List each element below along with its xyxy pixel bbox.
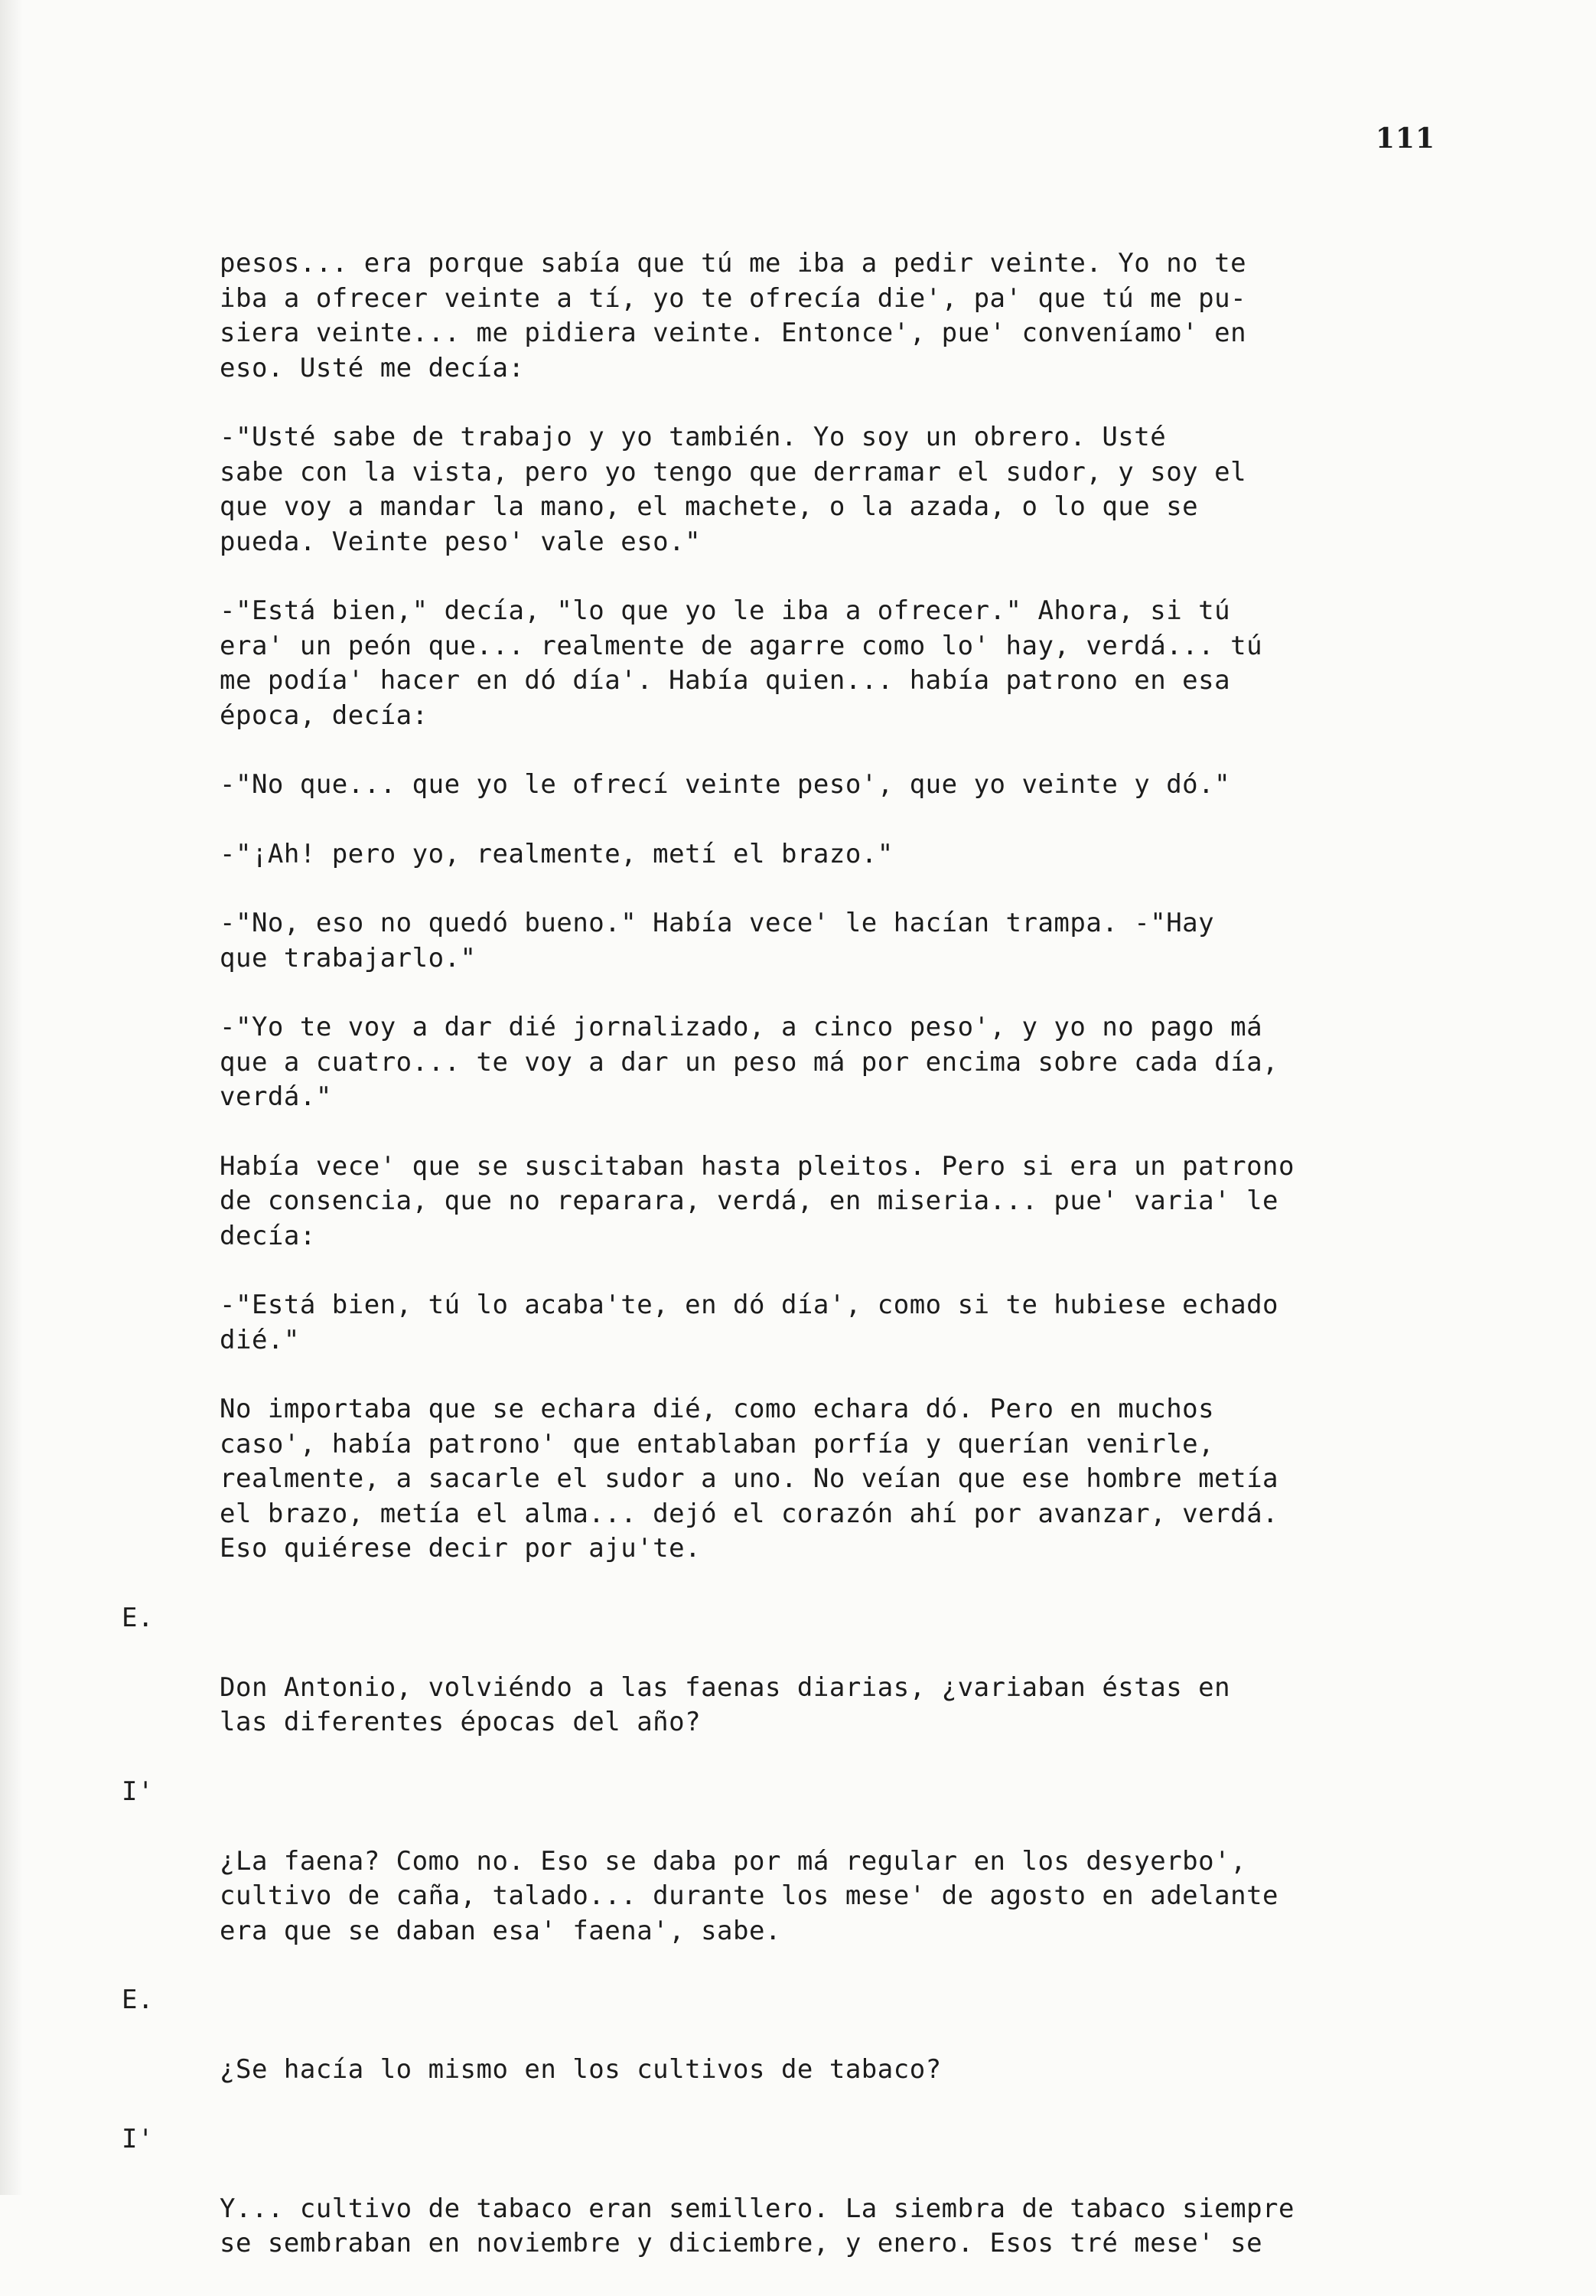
paragraph: Había vece' que se suscitaban hasta pleitos. Pero si era un patrono de consencia, que no reparara, verdá, en miseria... pue' varia' le decía: (220, 1150, 1295, 1251)
dialog-turn-informant (122, 1775, 1413, 1949)
page-gutter-shadow (0, 0, 23, 2195)
dialog-turn-informant (122, 2122, 1413, 2262)
dialog-text: Y... cultivo de tabaco eran semillero. La siembra de tabaco siempre se sembraban en noviembre y diciembre, y enero. Esos tré mese' se (220, 2193, 1295, 2258)
paragraph: -"Está bien, tú lo acaba'te, en dó día', como si te hubiese echado dié." (220, 1290, 1279, 1355)
interview-transcript (122, 246, 1413, 2296)
paragraph: -"No que... que yo le ofrecí veinte peso', que yo veinte y dó." (220, 769, 1231, 800)
paragraph: -"Usté sabe de trabajo y yo también. Yo soy un obrero. Usté sabe con la vista, pero yo tengo que derramar el sudor, y soy el que voy a mandar la mano, el machete, o la azada, o lo que se pueda. Veinte peso' vale eso." (220, 422, 1247, 557)
speaker-label: E. (122, 1985, 154, 2015)
paragraph: -"Yo te voy a dar dié jornalizado, a cinco peso', y yo no pago má que a cuatro... te voy a dar un peso má por encima sobre cada día, verdá." (220, 1012, 1279, 1112)
paragraph: -"¡Ah! pero yo, realmente, metí el brazo." (220, 838, 894, 869)
dialog-text: ¿Se hacía lo mismo en los cultivos de tabaco? (220, 2054, 942, 2085)
paragraph: -"No, eso no quedó bueno." Había vece' le hacían trampa. -"Hay que trabajarlo." (220, 908, 1215, 974)
dialog-turn-interviewer (122, 1601, 1413, 1740)
speaker-label: I' (122, 1776, 154, 1807)
dialog-text: ¿La faena? Como no. Eso se daba por má regular en los desyerbo', cultivo de caña, talado... durante los mese' de agosto en adelante era que se daban esa' faena', sabe. (220, 1845, 1279, 1946)
speaker-label: E. (122, 1602, 154, 1633)
page-number: 111 (1375, 122, 1435, 155)
dialog-turn-interviewer (122, 1983, 1413, 2088)
speaker-label: I' (122, 2123, 154, 2154)
dialog-text: Don Antonio, volviéndo a las faenas diarias, ¿variaban éstas en las diferentes épocas del año? (220, 1671, 1231, 1737)
paragraph: pesos... era porque sabía que tú me iba a pedir veinte. Yo no te iba a ofrecer veinte a tí, yo te ofrecía die', pa' que tú me pu- siera veinte... me pidiera veinte. Entonce', pue' conveníamo' en eso. Usté me decía: (220, 248, 1247, 383)
paragraph: No importaba que se echara dié, como echara dó. Pero en muchos caso', había patrono' que entablaban porfía y querían venirle, realmente, a sacarle el sudor a uno. No veían que ese hombre metía el brazo, metía el alma... dejó el corazón ahí por avanzar, verdá. Eso quiérese decir por aju'te. (220, 1394, 1279, 1564)
paragraph: -"Está bien," decía, "lo que yo le iba a ofrecer." Ahora, si tú era' un peón que... realmente de agarre como lo' hay, verdá... tú me podía' hacer en dó día'. Había quien... había patrono en esa época, decía: (220, 595, 1263, 731)
